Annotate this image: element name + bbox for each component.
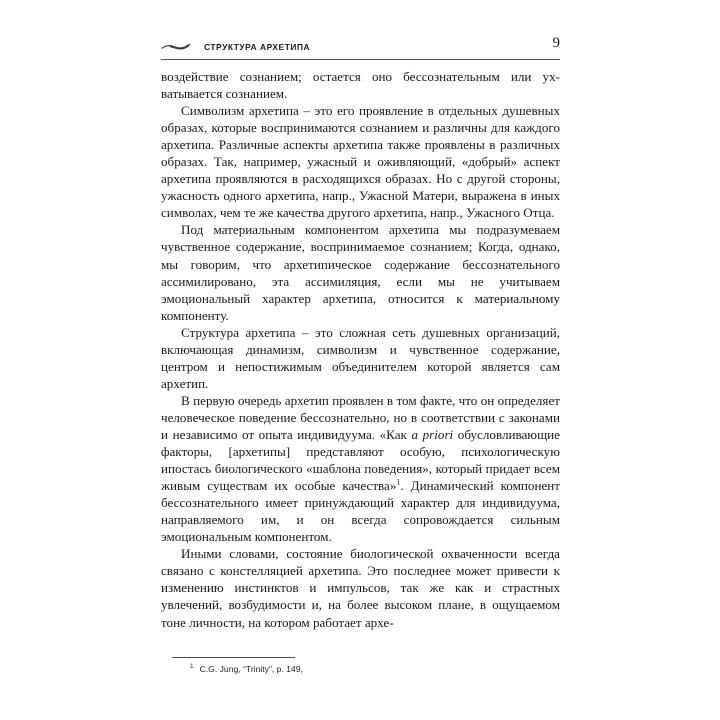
text-run: воздействие сознанием; остается оно бессознательным или ухватывается сознанием. [161,69,560,102]
footnote-text: C.G. Jung, “Trinity”, p. 149, [199,664,303,675]
paragraph [161,392,560,545]
text-run: Структура архетипа – это сложная сеть душевных организаций, включающая динамизм, символизм и чувственное содержание, центром и непостижимым объединителем которой является сам архетип. [161,324,560,391]
footnote-entry [172,663,560,675]
paragraph [161,68,560,102]
page-number: 9 [552,35,560,51]
paragraph [161,545,560,630]
text-run: Под материальным компонентом архетипа мы подразумеваем чувственное содержание, воспринимаемое сознанием; Когда, однако, мы говорим, что архетипическое содержание бессознательного ассимилировано, эта ассимиляция, если мы не учитываем эмоциональный характер архетипа, относится к материальному компоненту. [161,222,560,323]
text-run: В первую очередь архетип проявлен в том факте, что он определяет человеческое поведение бессознательно, но в соответствии с законами и независимо от опыта индивидуума. «Как [161,392,560,442]
flourish-ornament-icon [161,41,191,53]
footnote-marker: 1 [190,663,194,671]
paragraph [161,324,560,392]
paragraph [161,221,560,323]
footnote-divider [172,657,295,658]
footnote-reference: 1 [396,477,401,487]
running-head [161,35,560,56]
text-run: обусловливающие факторы, [архетипы] представляют особую, психологическую ипостась биологического «шаблона поведения», который придает всем живым существам их особые качества» [161,426,560,494]
body-text-column [161,68,560,631]
italic-phrase: a priori [411,426,454,442]
paragraph [161,102,560,221]
running-head-title: СТРУКТУРА АРХЕТИПА [204,41,311,52]
footnote-area [172,657,560,675]
text-run: . Динамический компонент бессознательного имеет принуждающий характер для индивидуума, направляемого им, и он всегда сопровождается сильным эмоциональным компонентом. [161,478,560,545]
header-divider [161,59,560,60]
text-run: Иными словами, состояние биологической охваченности всегда связано с констелляцией архетипа. Это последнее может привести к изменению инстинктов и импульсов, так же как и страстных увлечений, возбудимости и, на более высоком плане, в ощущаемом тоне личности, на котором работает архе- [161,546,560,630]
text-run: Символизм архетипа – это его проявление в отдельных душевных образах, которые воспринимаются сознанием и различны для каждого архетипа. Различные аспекты архетипа также проявлены в различных образах. Так, например, ужасный и оживляющий, «добрый» аспект архетипа проявляются в расходящихся образах. Но с другой стороны, ужасность одного архетипа, напр., Ужасной Матери, выражена в иных символах, чем те же качества другого архетипа, напр., Ужасного Отца. [161,103,560,221]
